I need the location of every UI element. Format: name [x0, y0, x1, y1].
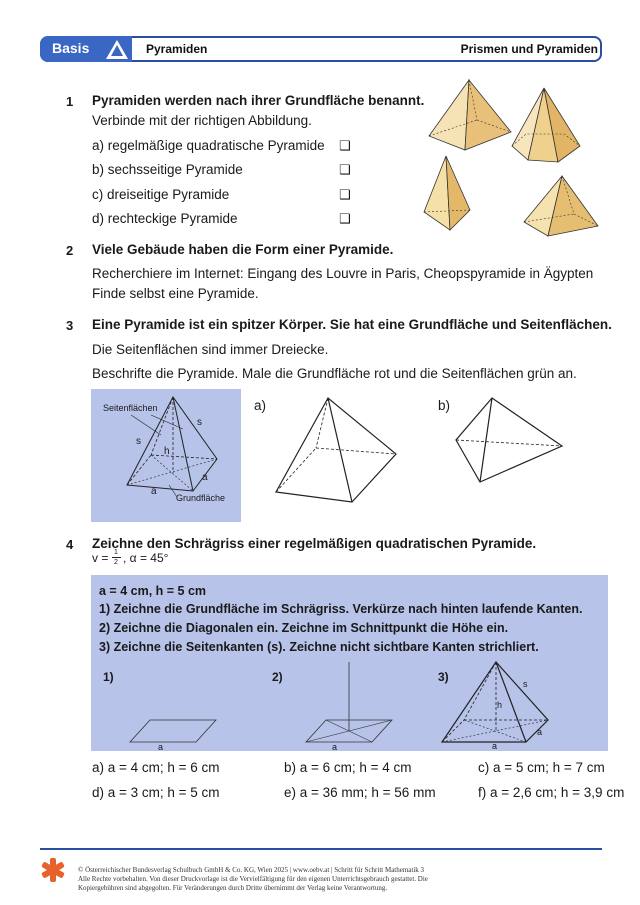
exercise-e: e) a = 36 mm; h = 56 mm — [284, 785, 436, 800]
task3-label-b: b) — [438, 398, 451, 413]
fig3-h: h — [497, 700, 503, 710]
checkbox-d[interactable]: ❑ — [339, 211, 351, 226]
fig3-label: 3) — [438, 670, 449, 684]
given-values: a = 4 cm, h = 5 cm — [99, 584, 207, 598]
task1-option-a: a) regelmäßige quadratische Pyramide — [92, 138, 325, 153]
exercise-c: c) a = 5 cm; h = 7 cm — [478, 760, 605, 775]
fig1-a: a — [158, 742, 164, 752]
task4-number: 4 — [66, 537, 74, 552]
exercise-f: f) a = 2,6 cm; h = 3,9 cm — [478, 785, 625, 800]
fig3-a-side: a — [537, 727, 543, 737]
pyramid-rectangular-illustration — [518, 172, 602, 242]
task4-frac-num: 1 — [114, 549, 118, 556]
task3-label-a: a) — [254, 398, 267, 413]
pyramid-hexagonal-illustration — [508, 84, 588, 174]
task1-option-c: c) dreiseitige Pyramide — [92, 187, 230, 202]
fig1-label: 1) — [103, 670, 114, 684]
task1-instruction: Verbinde mit der richtigen Abbildung. — [92, 113, 312, 128]
task3-number: 3 — [66, 318, 74, 333]
task3-line2: Beschrifte die Pyramide. Male die Grundfläche rot und die Seitenflächen grün an. — [92, 366, 577, 381]
footer-line-3: Kopiergebühren sind abgegolten. Für Veränderungen durch Dritte übernimmt der Verlag keine Verantwortung. — [78, 884, 388, 892]
task4-param-alpha: , α = 45° — [123, 551, 169, 565]
task4-frac-den: 2 — [114, 559, 118, 566]
fig2-a: a — [332, 742, 338, 752]
page-title: Pyramiden — [146, 42, 208, 56]
step-2: 2) Zeichne die Diagonalen ein. Zeichne im Schnittpunkt die Höhe ein. — [99, 621, 509, 635]
task1-heading: Pyramiden werden nach ihrer Grundfläche benannt. — [92, 93, 425, 108]
label-a-side: a — [202, 472, 208, 483]
label-grundflaeche: Grundfläche — [176, 493, 226, 503]
task3-line1: Die Seitenflächen sind immer Dreiecke. — [92, 342, 329, 357]
task2-line1: Recherchiere im Internet: Eingang des Louvre in Paris, Cheopspyramide in Ägypten — [92, 266, 594, 281]
basis-label: Basis — [52, 40, 90, 56]
publisher-logo-icon — [40, 857, 66, 883]
chapter-title: Prismen und Pyramiden — [460, 42, 598, 56]
checkbox-c[interactable]: ❑ — [339, 187, 351, 202]
exercise-d: d) a = 3 cm; h = 5 cm — [92, 785, 220, 800]
fig2-base-with-height — [300, 660, 400, 746]
fig3-a-front: a — [492, 741, 498, 751]
fraction-bar — [112, 557, 121, 558]
exercise-a: a) a = 4 cm; h = 6 cm — [92, 760, 220, 775]
footer-line-1: © Österreichischer Bundesverlag Schulbuch GmbH & Co. KG, Wien 2025 | www.oebv.at | Schritt für Schritt Mathematik 3 — [78, 866, 425, 874]
task2-line2: Finde selbst eine Pyramide. — [92, 286, 259, 301]
label-s-right: s — [197, 417, 202, 428]
exercise-b: b) a = 6 cm; h = 4 cm — [284, 760, 412, 775]
label-s-left: s — [136, 436, 141, 447]
pyramid-triangular-illustration — [420, 152, 480, 236]
task1-option-b: b) sechsseitige Pyramide — [92, 162, 243, 177]
footer-rule — [40, 848, 602, 850]
checkbox-b[interactable]: ❑ — [339, 162, 351, 177]
footer-line-2: Alle Rechte vorbehalten. Von dieser Druckvorlage ist die Vervielfältigung für den eigenen Unterrichtsgebrauch gestattet. Die — [78, 875, 428, 883]
task1-number: 1 — [66, 94, 74, 109]
fig3-s: s — [523, 679, 528, 689]
step-1: 1) Zeichne die Grundfläche im Schrägriss. Verkürze nach hinten laufende Kanten. — [99, 602, 583, 616]
task4-heading: Zeichne den Schrägriss einer regelmäßigen quadratischen Pyramide. — [92, 536, 537, 551]
task2-number: 2 — [66, 243, 74, 258]
triangle-icon — [104, 37, 130, 61]
task3-heading: Eine Pyramide ist ein spitzer Körper. Sie hat eine Grundfläche und Seitenflächen. — [92, 317, 612, 332]
checkbox-a[interactable]: ❑ — [339, 138, 351, 153]
pyramid-a-outline — [272, 392, 412, 512]
label-h: h — [164, 446, 170, 457]
label-seitenflaechen: Seitenflächen — [103, 403, 158, 413]
step-3: 3) Zeichne die Seitenkanten (s). Zeichne nicht sichtbare Kanten strichliert. — [99, 640, 539, 654]
fig2-label: 2) — [272, 670, 283, 684]
task1-option-d: d) rechteckige Pyramide — [92, 211, 238, 226]
label-a-front: a — [151, 486, 157, 497]
fig1-base-parallelogram — [120, 712, 220, 746]
task4-param-v: v = — [92, 551, 109, 565]
task2-heading: Viele Gebäude haben die Form einer Pyramide. — [92, 242, 394, 257]
pyramid-b-outline — [450, 392, 570, 492]
